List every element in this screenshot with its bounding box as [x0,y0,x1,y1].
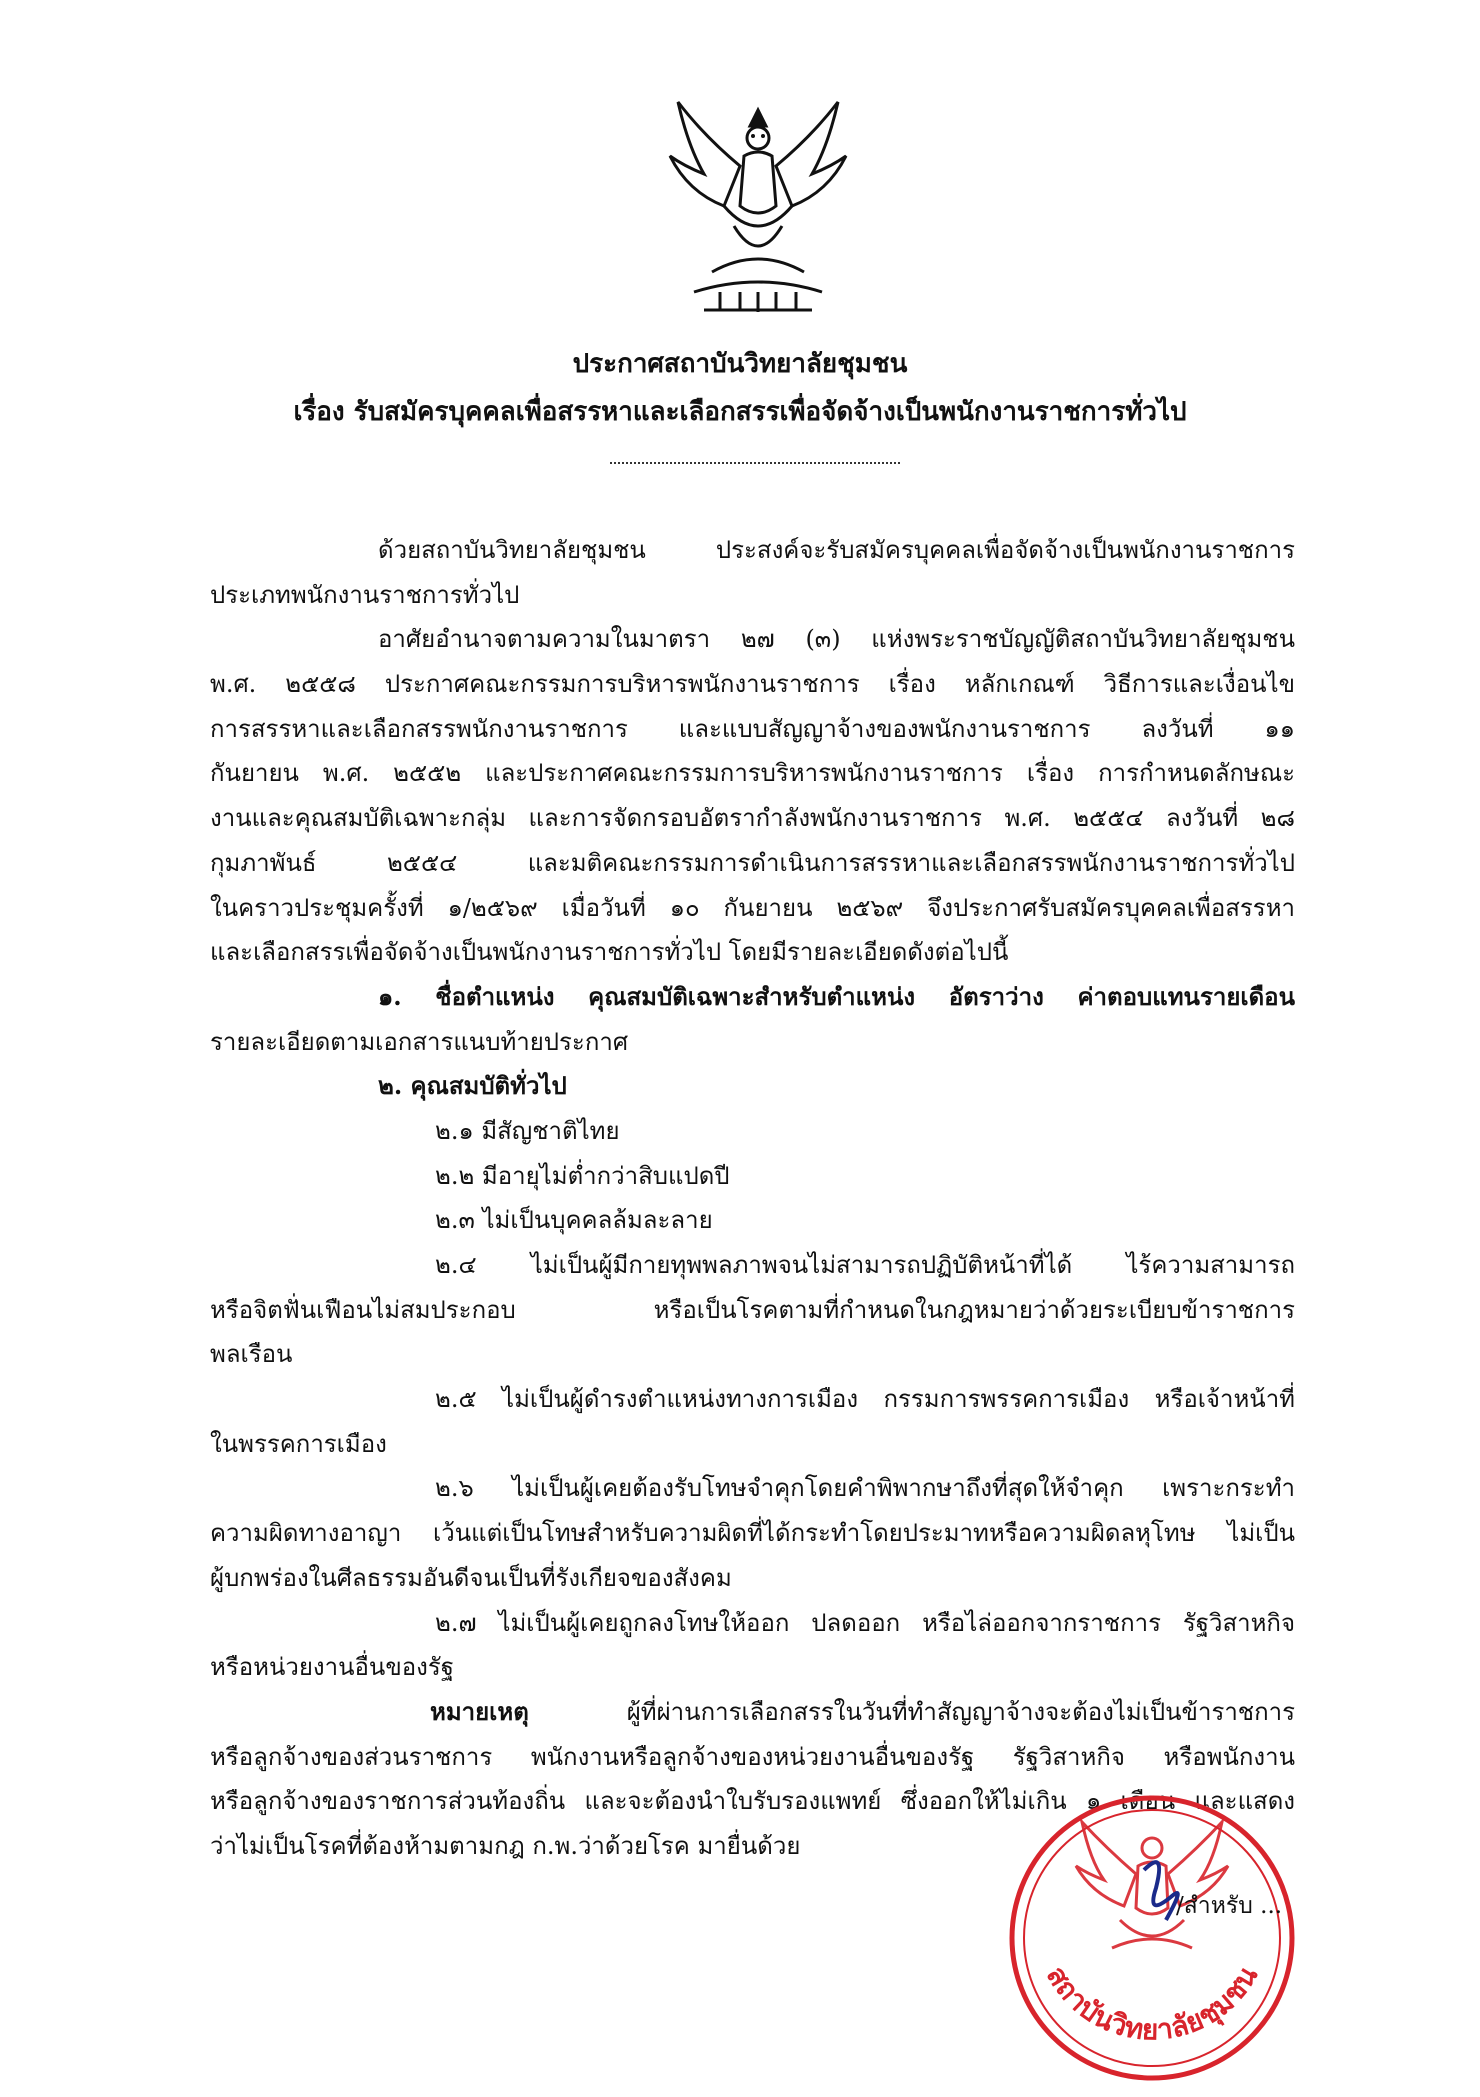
announcement-title: ประกาศสถาบันวิทยาลัยชุมชน [572,349,908,379]
qualification-item-cont: ในพรรคการเมือง [210,1429,387,1458]
paragraph-line: อาศัยอำนาจตามความในมาตรา ๒๗ (๓) แห่งพระราชบัญญัติสถาบันวิทยาลัยชุมชน [378,625,1295,654]
qualification-item-cont: ความผิดทางอาญา เว้นแต่เป็นโทษสำหรับความผิดที่ได้กระทำโดยประมาทหรือความผิดลหุโทษ ไม่เป็น [210,1519,1295,1548]
note-line: หรือลูกจ้างของราชการส่วนท้องถิ่น และจะต้องนำใบรับรองแพทย์ ซึ่งออกให้ไม่เกิน ๑ เดือน และแสดง [210,1787,1295,1816]
note-text: ผู้ที่ผ่านการเลือกสรรในวันที่ทำสัญญาจ้างจะต้องไม่เป็นข้าราชการ [626,1697,1295,1726]
paragraph-line: พ.ศ. ๒๕๕๘ ประกาศคณะกรรมการบริหารพนักงานราชการ เรื่อง หลักเกณฑ์ วิธีการและเงื่อนไข [210,670,1295,699]
note-line: หรือลูกจ้างของส่วนราชการ พนักงานหรือลูกจ้างของหน่วยงานอื่นของรัฐ รัฐวิสาหกิจ หรือพนักงาน [210,1742,1295,1771]
note-line: ว่าไม่เป็นโรคที่ต้องห้ามตามกฎ ก.พ.ว่าด้วยโรค มายื่นด้วย [210,1831,801,1860]
qualification-item-cont: ผู้บกพร่องในศีลธรรมอันดีจนเป็นที่รังเกียจของสังคม [210,1563,732,1592]
paragraph-line: กุมภาพันธ์ ๒๕๕๔ และมติคณะกรรมการดำเนินการสรรหาและเลือกสรรพนักงานราชการทั่วไป [210,848,1295,877]
official-seal-stamp-icon [996,1788,1308,2088]
qualification-item: ๒.๕ ไม่เป็นผู้ดำรงตำแหน่งทางการเมือง กรรมการพรรคการเมือง หรือเจ้าหน้าที่ [435,1385,1295,1414]
qualification-item: ๒.๒ มีอายุไม่ต่ำกว่าสิบแปดปี [435,1161,730,1190]
paragraph-line: ประเภทพนักงานราชการทั่วไป [210,580,520,609]
note-line [210,1690,1295,1735]
section-1-detail: รายละเอียดตามเอกสารแนบท้ายประกาศ [210,1027,629,1056]
section-2-heading: ๒. คุณสมบัติทั่วไป [378,1071,567,1101]
paragraph-line: ในคราวประชุมครั้งที่ ๑/๒๕๖๙ เมื่อวันที่ ๑๐ กันยายน ๒๕๖๙ จึงประกาศรับสมัครบุคคลเพื่อสรรหา [210,893,1295,922]
qualification-item: ๒.๓ ไม่เป็นบุคคลล้มละลาย [435,1206,713,1235]
paragraph-line: งานและคุณสมบัติเฉพาะกลุ่ม และการจัดกรอบอัตรากำลังพนักงานราชการ พ.ศ. ๒๕๕๔ ลงวันที่ ๒๘ [210,804,1295,833]
qualification-item-cont: หรือหน่วยงานอื่นของรัฐ [210,1653,454,1682]
paragraph-line: การสรรหาและเลือกสรรพนักงานราชการ และแบบสัญญาจ้างของพนักงานราชการ ลงวันที่ ๑๑ [210,714,1295,743]
paragraph-line: ด้วยสถาบันวิทยาลัยชุมชน ประสงค์จะรับสมัครบุคคลเพื่อจัดจ้างเป็นพนักงานราชการ [378,536,1295,564]
garuda-emblem-icon [664,96,852,318]
title-separator [610,462,900,464]
qualification-item: ๒.๔ ไม่เป็นผู้มีกายทุพพลภาพจนไม่สามารถปฏิบัติหน้าที่ได้ ไร้ความสามารถ [435,1251,1295,1279]
stamp-text: สถาบันวิทยาลัยชุมชน [1039,1960,1265,2047]
paragraph-line: และเลือกสรรเพื่อจัดจ้างเป็นพนักงานราชการทั่วไป โดยมีรายละเอียดดังต่อไปนี้ [210,938,1009,967]
qualification-item: ๒.๗ ไม่เป็นผู้เคยถูกลงโทษให้ออก ปลดออก หรือไล่ออกจากราชการ รัฐวิสาหกิจ [435,1608,1295,1637]
announcement-subject: เรื่อง รับสมัครบุคคลเพื่อสรรหาและเลือกสรรเพื่อจัดจ้างเป็นพนักงานราชการทั่วไป [293,397,1187,427]
qualification-item: ๒.๖ ไม่เป็นผู้เคยต้องรับโทษจำคุกโดยคำพิพากษาถึงที่สุดให้จำคุก เพราะกระทำ [435,1474,1295,1503]
section-1-heading: ๑. ชื่อตำแหน่ง คุณสมบัติเฉพาะสำหรับตำแหน่ง อัตราว่าง ค่าตอบแทนรายเดือน [378,981,1295,1011]
continuation-marker: /สำหรับ ... [1176,1893,1283,1919]
paragraph-line: กันยายน พ.ศ. ๒๕๕๒ และประกาศคณะกรรมการบริหารพนักงานราชการ เรื่อง การกำหนดลักษณะ [210,759,1295,788]
qualification-item-cont: หรือจิตฟั่นเฟือนไม่สมประกอบ หรือเป็นโรคตามที่กำหนดในกฎหมายว่าด้วยระเบียบข้าราชการ [210,1295,1295,1324]
qualification-item: ๒.๑ มีสัญชาติไทย [435,1116,620,1145]
note-label: หมายเหตุ [430,1696,529,1726]
announcement-body [210,528,1295,1869]
qualification-item-cont: พลเรือน [210,1340,293,1369]
